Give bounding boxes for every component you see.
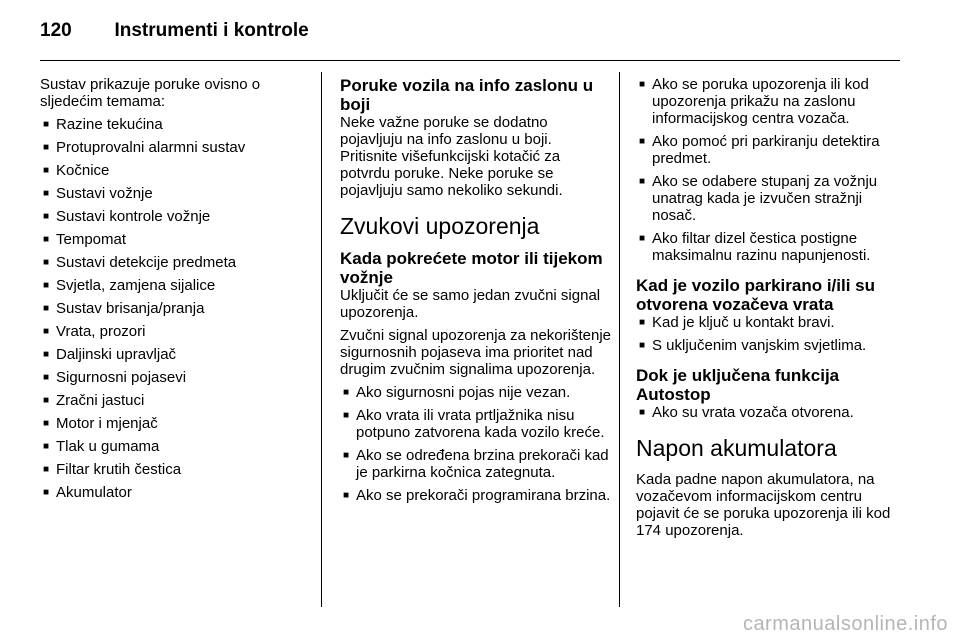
list-item: ■ Vrata, prozori [40, 323, 305, 340]
column-3 [636, 76, 900, 545]
list-item: ■ Sustav brisanja/pranja [40, 300, 305, 317]
list-item: ■ Kočnice [40, 162, 305, 179]
warning-list [340, 384, 612, 504]
section-title: Napon akumulatora [636, 435, 837, 461]
list-item: ■ S uključenim vanjskim svjetlima. [636, 337, 900, 354]
list-item: ■ Sigurnosni pojasevi [40, 369, 305, 386]
list-item: ■ Razine tekućina [40, 116, 305, 133]
list-item: ■ Tlak u gumama [40, 438, 305, 455]
watermark: carmanualsonline.info [742, 613, 948, 635]
list-item: ■ Daljinski upravljač [40, 346, 305, 363]
section-title: Zvukovi upozorenja [340, 213, 540, 239]
list-item: ■ Filtar krutih čestica [40, 461, 305, 478]
column-1 [40, 76, 305, 507]
column-divider-1 [321, 72, 322, 607]
topic-list [40, 116, 305, 501]
section-heading: Kada pokrećete motor ili tijekom vožnje [340, 249, 603, 287]
page-header [40, 20, 309, 48]
list-item: ■ Sustavi detekcije predmeta [40, 254, 305, 271]
list-item: ■ Ako sigurnosni pojas nije vezan. [340, 384, 612, 401]
paragraph: Uključit će se samo jedan zvučni signal upozorenja. [340, 287, 601, 321]
list-item: ■ Kad je ključ u kontakt bravi. [636, 314, 900, 331]
list-item: ■ Ako vrata ili vrata prtljažnika nisu potpuno zatvorena kada vozilo kreće. [340, 407, 612, 441]
intro-paragraph: Sustav prikazuje poruke ovisno o sljedećim temama: [40, 76, 261, 110]
list-item: ■ Sustavi kontrole vožnje [40, 208, 305, 225]
paragraph: Kada padne napon akumulatora, na vozačevom informacijskom centru pojavit će se poruka upozorenja ili kod 174 upozorenja. [636, 471, 891, 539]
list-item: ■ Sustavi vožnje [40, 185, 305, 202]
list-item: ■ Ako se određena brzina prekorači kad je parkirna kočnica zategnuta. [340, 447, 612, 481]
list-item: ■ Motor i mjenjač [40, 415, 305, 432]
paragraph: Zvučni signal upozorenja za nekorištenje sigurnosnih pojaseva ima prioritet nad drugim zvučnim signalima upozorenja. [340, 327, 611, 378]
list-item: ■ Ako se odabere stupanj za vožnju unatrag kada je izvučen stražnji nosač. [636, 173, 900, 224]
warning-list [636, 76, 900, 264]
column-2 [340, 76, 612, 510]
list-item: ■ Ako pomoć pri parkiranju detektira predmet. [636, 133, 900, 167]
chapter-title: Instrumenti i kontrole [114, 20, 309, 41]
list-item: ■ Ako se poruka upozorenja ili kod upozorenja prikažu na zaslonu informacijskog centra vozača. [636, 76, 900, 127]
list-item: ■ Tempomat [40, 231, 305, 248]
list-item: ■ Ako filtar dizel čestica postigne maksimalnu razinu napunjenosti. [636, 230, 900, 264]
page-number: 120 [40, 20, 72, 41]
section-heading: Poruke vozila na info zaslonu u boji [340, 76, 594, 114]
warning-list [636, 314, 900, 354]
warning-list [636, 404, 900, 421]
list-item: ■ Protuprovalni alarmni sustav [40, 139, 305, 156]
column-divider-2 [619, 72, 620, 607]
header-rule [40, 60, 900, 61]
list-item: ■ Svjetla, zamjena sijalice [40, 277, 305, 294]
section-heading: Kad je vozilo parkirano i/ili su otvorena vozačeva vrata [636, 276, 876, 314]
section-heading: Dok je uključena funkcija Autostop [636, 366, 840, 404]
list-item: ■ Akumulator [40, 484, 305, 501]
list-item: ■ Zračni jastuci [40, 392, 305, 409]
paragraph: Neke važne poruke se dodatno pojavljuju na info zaslonu u boji. Pritisnite višefunkcijski kotačić za potvrdu poruke. Neke poruke se pojavljuju samo nekoliko sekundi. [340, 114, 563, 199]
list-item: ■ Ako su vrata vozača otvorena. [636, 404, 900, 421]
list-item: ■ Ako se prekorači programirana brzina. [340, 487, 612, 504]
